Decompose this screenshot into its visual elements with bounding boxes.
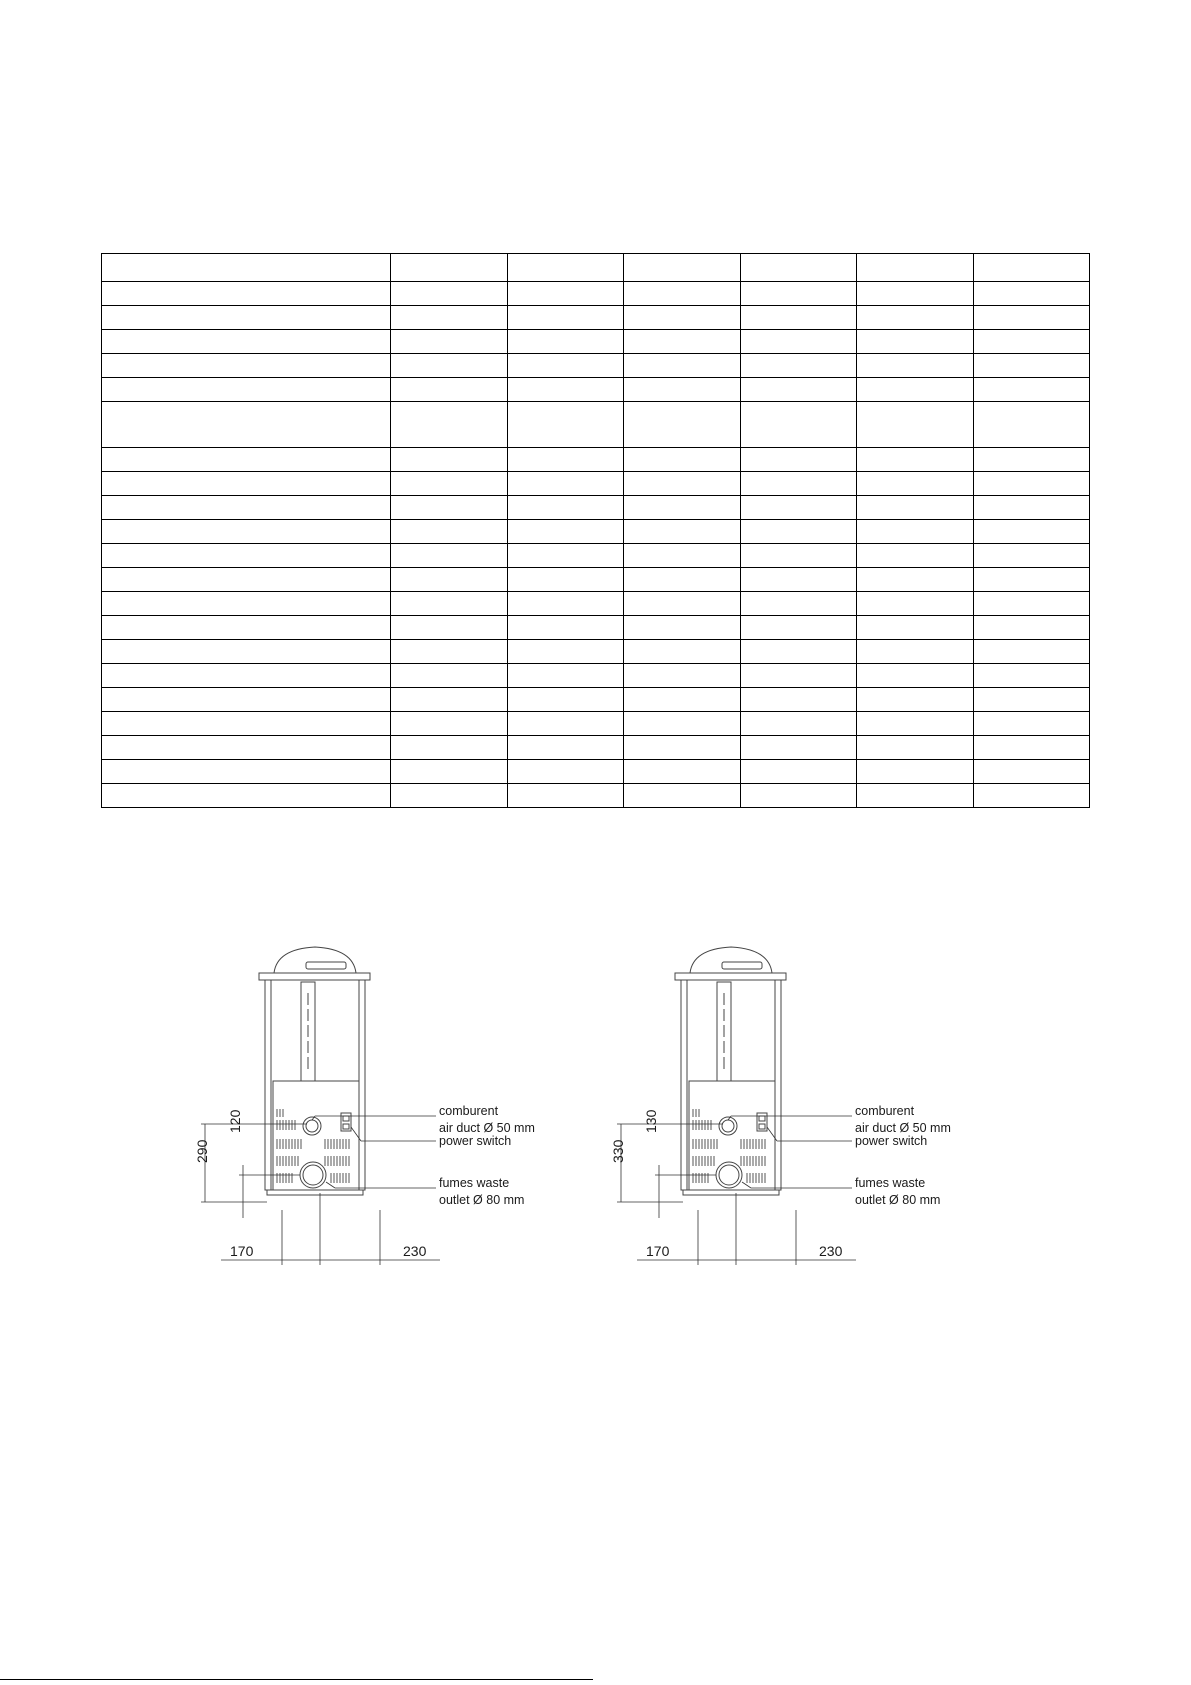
table-cell bbox=[102, 712, 391, 736]
table-cell bbox=[973, 616, 1090, 640]
width-right-value: 230 bbox=[403, 1243, 427, 1259]
table-cell bbox=[973, 520, 1090, 544]
table-cell bbox=[507, 354, 624, 378]
table-cell bbox=[857, 760, 974, 784]
table-row bbox=[102, 760, 1090, 784]
table-cell bbox=[507, 712, 624, 736]
table-cell bbox=[391, 282, 508, 306]
table-cell bbox=[740, 544, 857, 568]
table-cell bbox=[507, 402, 624, 448]
table-cell bbox=[391, 496, 508, 520]
table-cell bbox=[624, 736, 741, 760]
table-cell bbox=[973, 306, 1090, 330]
table-cell bbox=[102, 306, 391, 330]
stove-rear-drawing-left bbox=[165, 935, 585, 1275]
table-row bbox=[102, 688, 1090, 712]
table-cell bbox=[507, 282, 624, 306]
table-cell bbox=[857, 712, 974, 736]
table-cell bbox=[102, 496, 391, 520]
table-cell bbox=[973, 330, 1090, 354]
table-cell bbox=[507, 640, 624, 664]
table-cell bbox=[391, 472, 508, 496]
table-cell bbox=[857, 254, 974, 282]
fumes-label-1: fumes waste bbox=[855, 1176, 926, 1190]
table-cell bbox=[102, 784, 391, 808]
table-cell bbox=[857, 664, 974, 688]
table-row bbox=[102, 520, 1090, 544]
table-cell bbox=[624, 640, 741, 664]
table-cell bbox=[102, 282, 391, 306]
table-row bbox=[102, 402, 1090, 448]
table-cell bbox=[857, 568, 974, 592]
table-cell bbox=[624, 282, 741, 306]
table-row bbox=[102, 664, 1090, 688]
table-row bbox=[102, 568, 1090, 592]
table-cell bbox=[624, 592, 741, 616]
table-cell bbox=[740, 712, 857, 736]
table-cell bbox=[507, 616, 624, 640]
table-cell bbox=[740, 568, 857, 592]
table-cell bbox=[740, 378, 857, 402]
table-cell bbox=[973, 784, 1090, 808]
table-cell bbox=[740, 736, 857, 760]
table-row bbox=[102, 496, 1090, 520]
table-cell bbox=[507, 448, 624, 472]
height-outer-value: 290 bbox=[194, 1139, 210, 1163]
table-cell bbox=[740, 472, 857, 496]
width-left-value: 170 bbox=[646, 1243, 670, 1259]
table-cell bbox=[391, 544, 508, 568]
table-cell bbox=[102, 664, 391, 688]
table-cell bbox=[507, 688, 624, 712]
table-cell bbox=[624, 354, 741, 378]
table-cell bbox=[624, 448, 741, 472]
fumes-label-2: outlet Ø 80 mm bbox=[439, 1193, 525, 1207]
table-cell bbox=[391, 688, 508, 712]
table-cell bbox=[391, 616, 508, 640]
table-row bbox=[102, 544, 1090, 568]
table-cell bbox=[740, 640, 857, 664]
table-cell bbox=[973, 254, 1090, 282]
table-cell bbox=[102, 760, 391, 784]
table-cell bbox=[102, 330, 391, 354]
table-cell bbox=[391, 592, 508, 616]
table-cell bbox=[624, 306, 741, 330]
top-plate bbox=[259, 973, 370, 980]
table-cell bbox=[507, 496, 624, 520]
table-cell bbox=[624, 254, 741, 282]
table-cell bbox=[740, 354, 857, 378]
stove-rear-drawing-right bbox=[581, 935, 1001, 1275]
table-cell bbox=[102, 378, 391, 402]
table-cell bbox=[102, 402, 391, 448]
table-cell bbox=[973, 282, 1090, 306]
table-cell bbox=[973, 640, 1090, 664]
table-row bbox=[102, 306, 1090, 330]
table-cell bbox=[740, 306, 857, 330]
height-inner-value: 120 bbox=[227, 1109, 243, 1133]
table-cell bbox=[391, 520, 508, 544]
table-cell bbox=[624, 712, 741, 736]
table-row bbox=[102, 354, 1090, 378]
table-row bbox=[102, 448, 1090, 472]
fumes-label-2: outlet Ø 80 mm bbox=[855, 1193, 941, 1207]
table-cell bbox=[857, 688, 974, 712]
table-cell bbox=[507, 664, 624, 688]
table-cell bbox=[857, 402, 974, 448]
table-cell bbox=[102, 736, 391, 760]
air-duct-label-2: air duct Ø 50 mm bbox=[855, 1121, 951, 1135]
table-cell bbox=[973, 664, 1090, 688]
footer-rule bbox=[0, 1679, 593, 1680]
table-cell bbox=[102, 616, 391, 640]
table-row bbox=[102, 378, 1090, 402]
table-cell bbox=[391, 306, 508, 330]
power-switch-label: power switch bbox=[439, 1134, 512, 1148]
table-cell bbox=[857, 544, 974, 568]
height-inner-value: 130 bbox=[643, 1109, 659, 1133]
stove-base bbox=[683, 1190, 779, 1195]
table-cell bbox=[102, 448, 391, 472]
table-cell bbox=[740, 330, 857, 354]
table-cell bbox=[857, 448, 974, 472]
table-cell bbox=[507, 520, 624, 544]
table-cell bbox=[857, 592, 974, 616]
air-duct-label-2: air duct Ø 50 mm bbox=[439, 1121, 535, 1135]
table-row bbox=[102, 640, 1090, 664]
top-handle bbox=[306, 962, 346, 969]
table-cell bbox=[740, 496, 857, 520]
table-cell bbox=[740, 688, 857, 712]
table-cell bbox=[624, 568, 741, 592]
table-cell bbox=[507, 760, 624, 784]
table-cell bbox=[740, 254, 857, 282]
table-cell bbox=[624, 616, 741, 640]
table-cell bbox=[507, 378, 624, 402]
table-cell bbox=[391, 760, 508, 784]
table-cell bbox=[391, 354, 508, 378]
table-cell bbox=[740, 402, 857, 448]
table-cell bbox=[624, 688, 741, 712]
table-cell bbox=[507, 736, 624, 760]
spec-table bbox=[101, 253, 1090, 808]
table-cell bbox=[102, 472, 391, 496]
table-cell bbox=[740, 282, 857, 306]
table-cell bbox=[507, 472, 624, 496]
table-cell bbox=[391, 664, 508, 688]
table-row bbox=[102, 254, 1090, 282]
table-cell bbox=[624, 520, 741, 544]
table-cell bbox=[624, 330, 741, 354]
spec-table-body bbox=[102, 254, 1090, 808]
table-cell bbox=[624, 402, 741, 448]
table-cell bbox=[973, 472, 1090, 496]
table-cell bbox=[973, 568, 1090, 592]
table-cell bbox=[857, 354, 974, 378]
table-cell bbox=[507, 568, 624, 592]
table-cell bbox=[857, 616, 974, 640]
table-row bbox=[102, 282, 1090, 306]
table-cell bbox=[740, 520, 857, 544]
table-cell bbox=[973, 544, 1090, 568]
table-row bbox=[102, 330, 1090, 354]
table-cell bbox=[857, 378, 974, 402]
table-row bbox=[102, 472, 1090, 496]
table-cell bbox=[973, 688, 1090, 712]
table-cell bbox=[391, 640, 508, 664]
power-switch-label: power switch bbox=[855, 1134, 928, 1148]
table-cell bbox=[624, 472, 741, 496]
table-cell bbox=[973, 448, 1090, 472]
table-row bbox=[102, 736, 1090, 760]
fumes-outlet-circle bbox=[300, 1162, 326, 1188]
table-cell bbox=[973, 402, 1090, 448]
table-cell bbox=[973, 760, 1090, 784]
air-duct-label-1: comburent bbox=[439, 1104, 499, 1118]
table-row bbox=[102, 616, 1090, 640]
table-cell bbox=[102, 640, 391, 664]
table-cell bbox=[102, 568, 391, 592]
table-cell bbox=[507, 330, 624, 354]
table-cell bbox=[857, 472, 974, 496]
table-cell bbox=[624, 378, 741, 402]
table-cell bbox=[857, 784, 974, 808]
table-cell bbox=[973, 712, 1090, 736]
table-cell bbox=[740, 664, 857, 688]
table-cell bbox=[507, 592, 624, 616]
table-cell bbox=[973, 354, 1090, 378]
table-cell bbox=[391, 402, 508, 448]
table-cell bbox=[102, 688, 391, 712]
table-cell bbox=[102, 544, 391, 568]
table-cell bbox=[391, 736, 508, 760]
table-cell bbox=[391, 330, 508, 354]
top-handle bbox=[722, 962, 762, 969]
table-cell bbox=[857, 330, 974, 354]
table-cell bbox=[507, 306, 624, 330]
table-cell bbox=[507, 254, 624, 282]
table-cell bbox=[973, 592, 1090, 616]
table-cell bbox=[857, 520, 974, 544]
top-plate bbox=[675, 973, 786, 980]
table-cell bbox=[624, 496, 741, 520]
width-left-value: 170 bbox=[230, 1243, 254, 1259]
table-cell bbox=[857, 496, 974, 520]
stove-drawing-svg bbox=[165, 935, 585, 1275]
table-cell bbox=[624, 760, 741, 784]
table-cell bbox=[857, 306, 974, 330]
table-cell bbox=[857, 640, 974, 664]
table-row bbox=[102, 712, 1090, 736]
table-cell bbox=[740, 760, 857, 784]
fumes-outlet-circle bbox=[716, 1162, 742, 1188]
table-cell bbox=[102, 254, 391, 282]
stove-drawing-svg bbox=[581, 935, 1001, 1275]
height-outer-value: 330 bbox=[610, 1139, 626, 1163]
table-cell bbox=[973, 496, 1090, 520]
table-cell bbox=[391, 568, 508, 592]
stove-base bbox=[267, 1190, 363, 1195]
table-cell bbox=[857, 736, 974, 760]
table-cell bbox=[973, 378, 1090, 402]
table-cell bbox=[624, 664, 741, 688]
table-cell bbox=[740, 616, 857, 640]
table-cell bbox=[391, 784, 508, 808]
table-cell bbox=[740, 784, 857, 808]
width-right-value: 230 bbox=[819, 1243, 843, 1259]
table-cell bbox=[391, 254, 508, 282]
table-cell bbox=[391, 712, 508, 736]
table-cell bbox=[102, 520, 391, 544]
table-cell bbox=[624, 544, 741, 568]
table-cell bbox=[507, 784, 624, 808]
fumes-label-1: fumes waste bbox=[439, 1176, 510, 1190]
table-cell bbox=[102, 592, 391, 616]
table-cell bbox=[391, 378, 508, 402]
table-cell bbox=[624, 784, 741, 808]
table-cell bbox=[391, 448, 508, 472]
table-cell bbox=[973, 736, 1090, 760]
table-row bbox=[102, 784, 1090, 808]
table-cell bbox=[740, 448, 857, 472]
table-cell bbox=[857, 282, 974, 306]
table-row bbox=[102, 592, 1090, 616]
air-duct-label-1: comburent bbox=[855, 1104, 915, 1118]
table-cell bbox=[740, 592, 857, 616]
table-cell bbox=[102, 354, 391, 378]
table-cell bbox=[507, 544, 624, 568]
